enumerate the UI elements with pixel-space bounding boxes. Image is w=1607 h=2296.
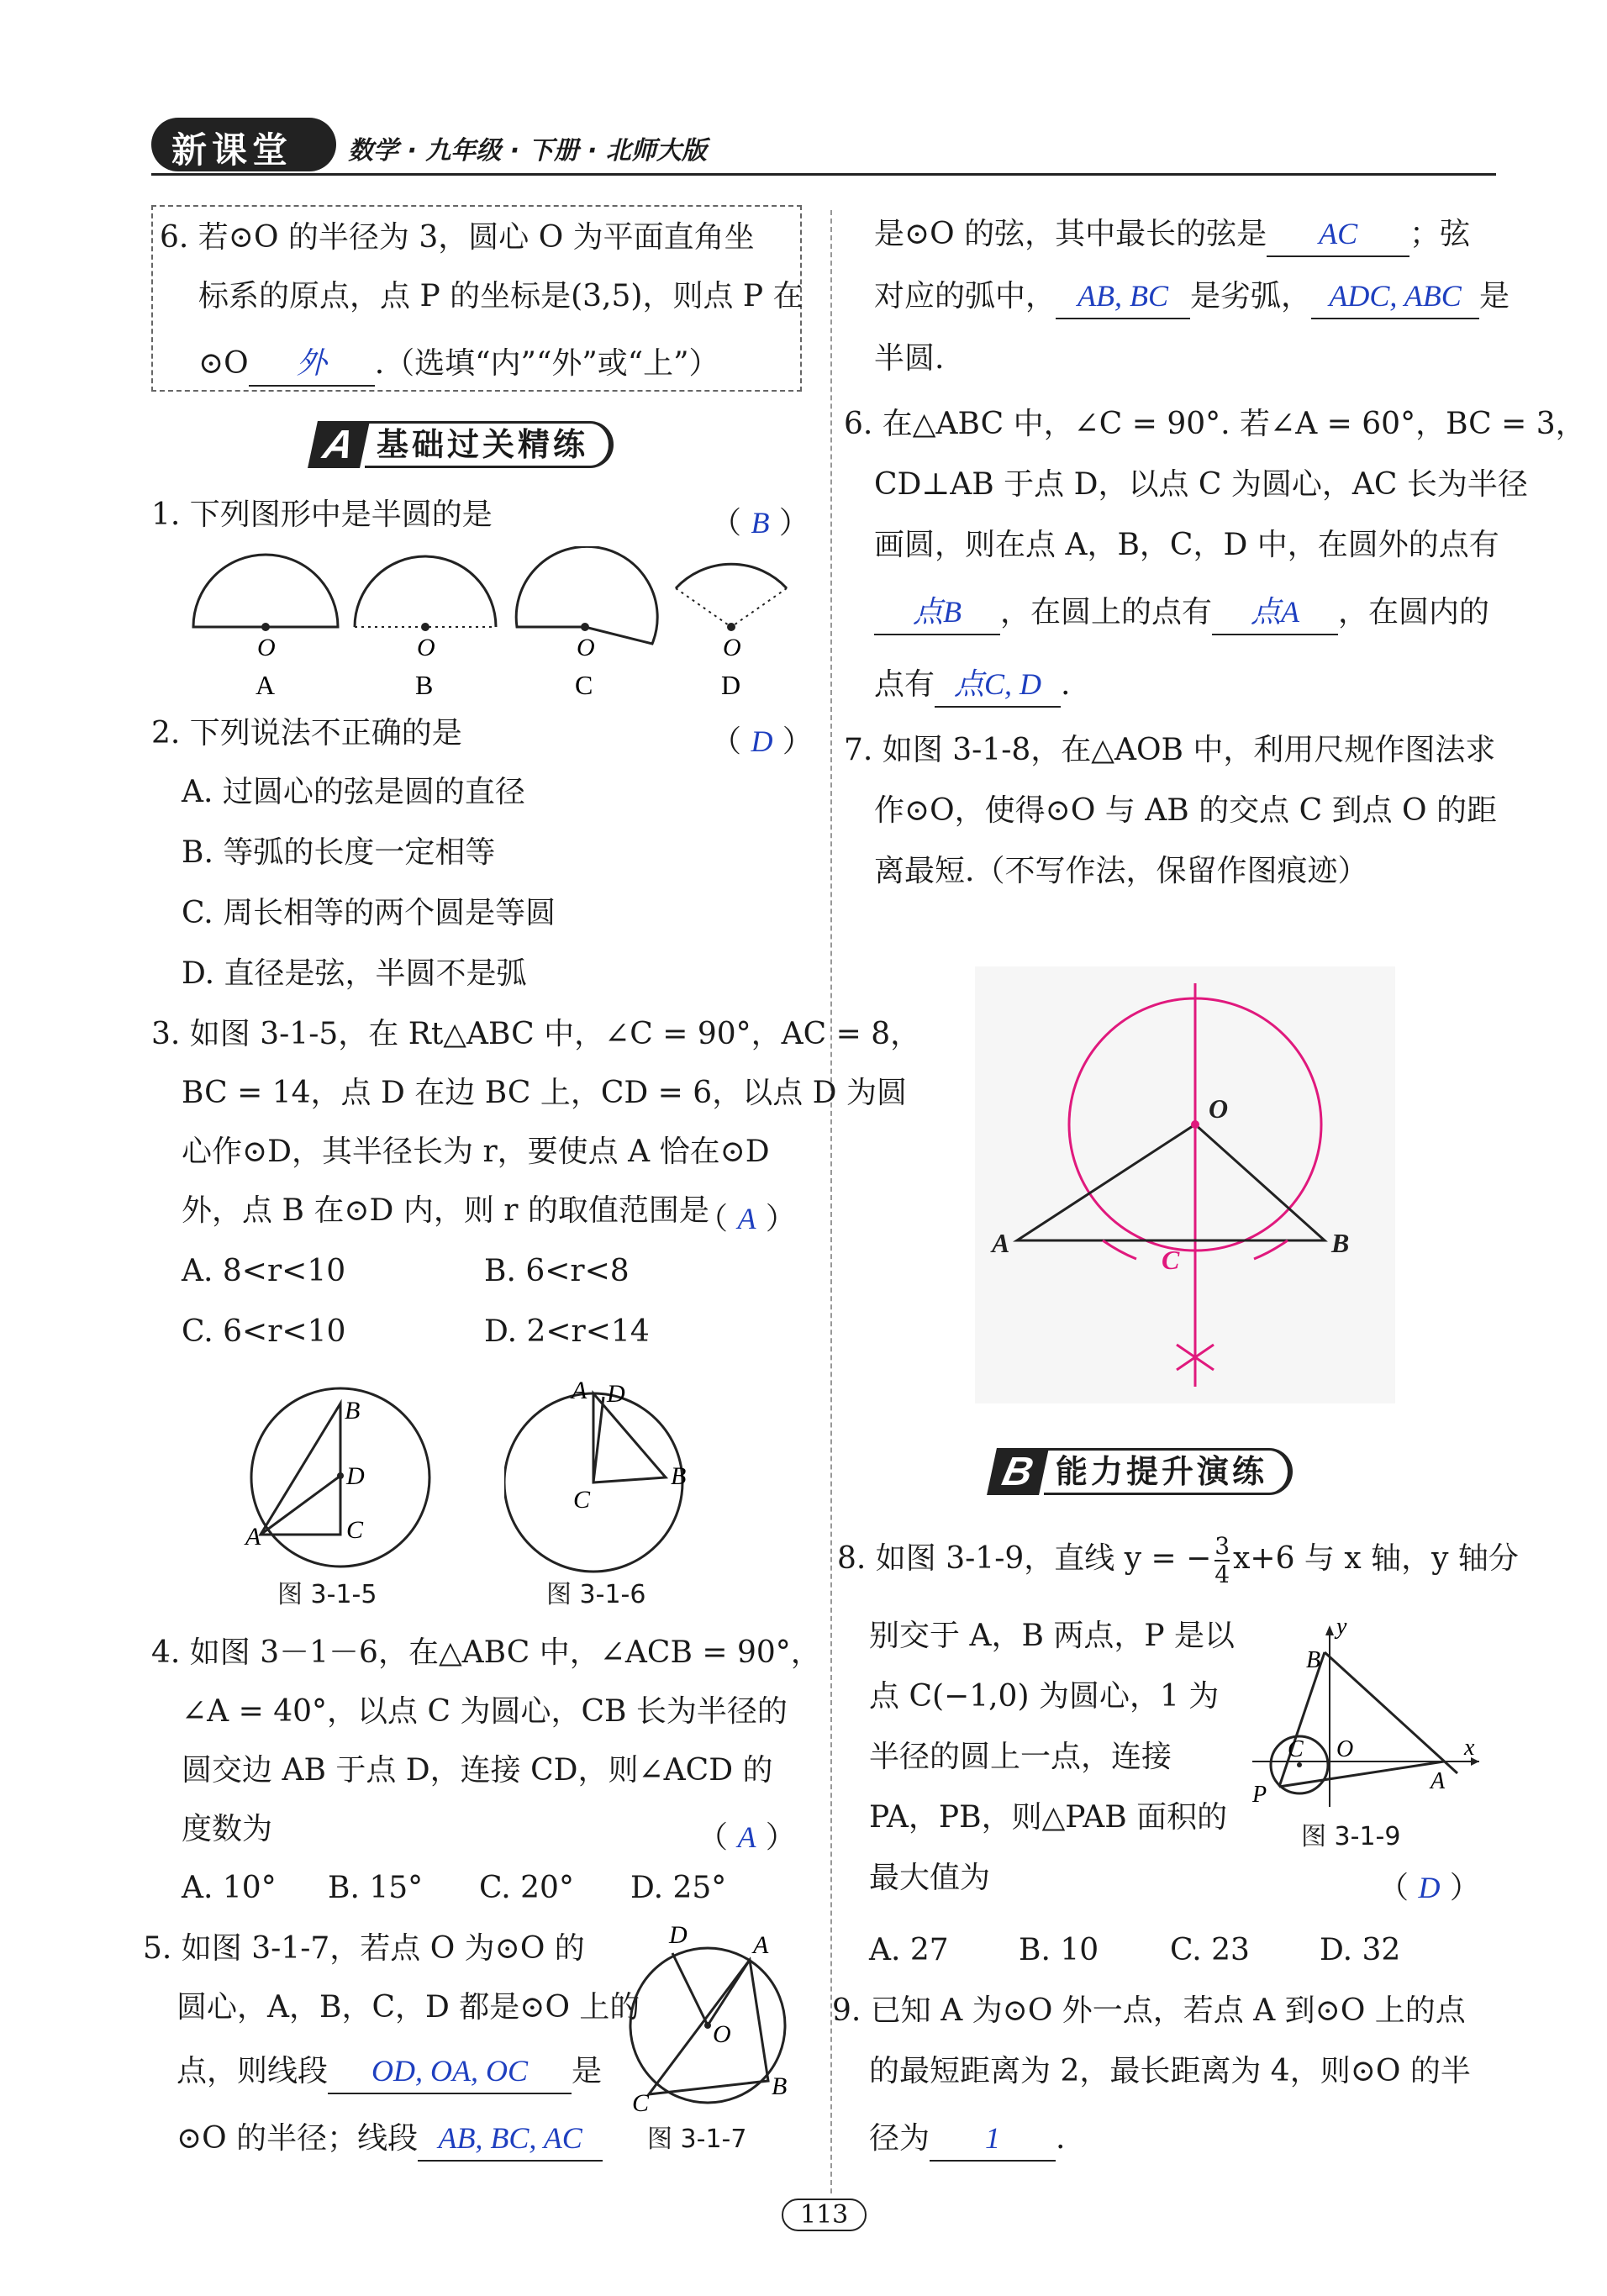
q7-line2: 作⊙O，使得⊙O 与 AB 的交点 C 到点 O 的距 bbox=[874, 793, 1497, 828]
q6-box-line3-pre: ⊙O bbox=[198, 346, 249, 381]
figure-3-1-8 bbox=[975, 966, 1395, 1403]
fig315-label-d: D bbox=[346, 1462, 365, 1490]
q8-option-c: C. 23 bbox=[1170, 1933, 1250, 1967]
q4-option-d: D. 25° bbox=[630, 1871, 727, 1905]
q8-option-a: A. 27 bbox=[869, 1933, 949, 1967]
q5-line6-pre: 对应的弧中， bbox=[874, 279, 1056, 313]
q1-center-a bbox=[261, 623, 270, 631]
fig317-point-o bbox=[704, 2022, 711, 2029]
q4-line3: 圆交边 AB 于点 D，连接 CD，则∠ACD 的 bbox=[182, 1753, 773, 1788]
q8-line1-pre: 8. 如图 3-1-9，直线 y = − bbox=[837, 1541, 1212, 1576]
q5-line5-post: ；弦 bbox=[1409, 217, 1471, 251]
q1-choice-b: B bbox=[415, 670, 434, 700]
fig316-label-a: A bbox=[572, 1378, 587, 1404]
q8-line2: 别交于 A，B 两点，P 是以 bbox=[869, 1619, 1236, 1653]
fig318-label-b: B bbox=[1331, 1228, 1350, 1258]
q4-line1: 4. 如图 3－1－6，在△ABC 中，∠ACB = 90°， bbox=[151, 1635, 821, 1670]
fig318-point-o bbox=[1191, 1120, 1199, 1129]
q1-choice-a: A bbox=[256, 670, 276, 700]
q5-line5-pre: 是⊙O 的弦，其中最长的弦是 bbox=[874, 217, 1267, 251]
q9-answer: 1 bbox=[930, 2116, 1056, 2162]
q8-frac-den: 4 bbox=[1214, 1561, 1230, 1588]
q8-answer-paren: （ D ） bbox=[1378, 1871, 1480, 1905]
q6-answer-out: 点B bbox=[874, 590, 1000, 635]
q8-fraction bbox=[1214, 1533, 1230, 1588]
q3-line4: 外，点 B 在⊙D 内，则 r 的取值范围是 bbox=[182, 1193, 709, 1228]
q2-answer-paren: （ D ） bbox=[711, 724, 813, 759]
q1-stem: 1. 下列图形中是半圆的是 bbox=[151, 498, 493, 532]
q9-line3-post: . bbox=[1056, 2121, 1066, 2156]
figure-3-1-7 bbox=[614, 1916, 798, 2118]
fig317-caption: 图 3-1-7 bbox=[647, 2125, 747, 2154]
q5-answer-chords: AB, BC, AC bbox=[418, 2116, 603, 2162]
q6-answer-in: 点C, D bbox=[935, 662, 1061, 708]
q6-line5 bbox=[874, 656, 1070, 714]
q7-line3: 离最短.（不写作法，保留作图痕迹） bbox=[874, 854, 1368, 888]
section-a-header bbox=[313, 419, 614, 471]
q1-shape-b bbox=[355, 556, 496, 627]
q9-line2: 的最短距离为 2，最长距离为 4，则⊙O 的半 bbox=[869, 2054, 1471, 2088]
q6-line5-pre: 点有 bbox=[874, 667, 935, 702]
fig315-ad bbox=[261, 1476, 340, 1535]
q4-line2: ∠A = 40°，以点 C 为圆心，CB 长为半径的 bbox=[182, 1694, 788, 1729]
q8-line3: 点 C(−1,0) 为圆心，1 为 bbox=[869, 1679, 1220, 1714]
fig315-triangle bbox=[261, 1403, 340, 1535]
q6-box-line2: 标系的原点，点 P 的坐标是(3,5)，则点 P 在 bbox=[198, 279, 804, 313]
q4-option-c: C. 20° bbox=[479, 1871, 574, 1905]
column-divider bbox=[830, 210, 832, 2193]
q8-answer: D bbox=[1418, 1871, 1441, 1904]
q5-line2: 圆心，A，B，C，D 都是⊙O 上的 bbox=[177, 1990, 640, 2025]
q1-choice-d: D bbox=[721, 670, 741, 700]
fig319-label-a: A bbox=[1430, 1768, 1446, 1794]
fig318-bg bbox=[975, 966, 1395, 1403]
fig315-label-b: B bbox=[345, 1397, 361, 1424]
q1-figures bbox=[185, 546, 790, 714]
q1-shape-a bbox=[193, 555, 338, 627]
brand-title: 新课堂 bbox=[171, 129, 293, 171]
q1-shape-d bbox=[676, 564, 787, 588]
q3-option-c: C. 6<r<10 bbox=[182, 1314, 346, 1349]
q3-option-b: B. 6<r<8 bbox=[484, 1254, 630, 1288]
q6-mid2: ，在圆内的 bbox=[1338, 595, 1490, 629]
fig318-label-a: A bbox=[992, 1228, 1010, 1258]
header-subtitle: 数学 · 九年级 · 下册 · 北师大版 bbox=[348, 136, 707, 166]
fig319-label-x: x bbox=[1464, 1735, 1475, 1761]
page-header bbox=[151, 118, 1496, 176]
q5-line6-mid: 是劣弧， bbox=[1190, 279, 1312, 313]
fig317-label-b: B bbox=[772, 2072, 788, 2100]
q6-box-line1: 6. 若⊙O 的半径为 3，圆心 O 为平面直角坐 bbox=[160, 220, 755, 255]
q3-line1: 3. 如图 3-1-5，在 Rt△ABC 中，∠C = 90°，AC = 8， bbox=[151, 1017, 921, 1051]
q1-label-o-d: O bbox=[723, 634, 741, 661]
q5-line5 bbox=[874, 205, 1470, 264]
q5-line3 bbox=[177, 2042, 602, 2101]
section-b-title: 能力提升演练 bbox=[1044, 1448, 1293, 1495]
fig317-label-d: D bbox=[669, 1921, 688, 1949]
q9-line3 bbox=[869, 2109, 1065, 2168]
q1-answer-paren: （ B ） bbox=[711, 506, 809, 540]
page-number: 113 bbox=[782, 2199, 867, 2231]
q3-line3: 心作⊙D，其半径长为 r，要使点 A 恰在⊙D bbox=[182, 1135, 770, 1169]
q4-option-a: A. 10° bbox=[182, 1871, 277, 1905]
q6-box-line3-post: .（选填“内”“外”或“上”） bbox=[374, 346, 719, 381]
q8-line6: 最大值为 bbox=[869, 1861, 991, 1895]
figure-3-1-6 bbox=[504, 1378, 706, 1580]
q4-line4: 度数为 bbox=[182, 1812, 273, 1846]
q1-label-o-a: O bbox=[257, 634, 276, 661]
q8-frac-num: 3 bbox=[1214, 1532, 1230, 1560]
header-rule bbox=[151, 173, 1496, 176]
fig319-label-b: B bbox=[1306, 1647, 1321, 1673]
fig319-point-c bbox=[1297, 1762, 1302, 1767]
q6-line5-post: . bbox=[1061, 667, 1071, 702]
q1-dotted-d2 bbox=[731, 588, 787, 627]
q2-stem: 2. 下列说法不正确的是 bbox=[151, 716, 462, 750]
q3-answer: A bbox=[737, 1202, 756, 1235]
q6-box-line3 bbox=[198, 334, 719, 393]
q7-line1: 7. 如图 3-1-8，在△AOB 中，利用尺规作图法求 bbox=[844, 733, 1496, 767]
q9-line3-pre: 径为 bbox=[869, 2121, 930, 2156]
q6-box-answer: 外 bbox=[249, 341, 375, 387]
q5-answer-minor: AB, BC bbox=[1056, 274, 1190, 319]
fig316-label-d: D bbox=[607, 1380, 625, 1408]
q5-line1: 5. 如图 3-1-7，若点 O 为⊙O 的 bbox=[143, 1931, 585, 1966]
q8-line5: PA，PB，则△PAB 面积的 bbox=[869, 1800, 1228, 1835]
q3-option-d: D. 2<r<14 bbox=[484, 1314, 650, 1349]
q8-option-b: B. 10 bbox=[1019, 1933, 1099, 1967]
fig316-label-c: C bbox=[573, 1486, 591, 1514]
fig318-label-o: O bbox=[1209, 1093, 1229, 1124]
q6-mid1: ，在圆上的点有 bbox=[1000, 595, 1213, 629]
figure-3-1-5 bbox=[235, 1387, 437, 1580]
figure-3-1-9 bbox=[1236, 1614, 1488, 1815]
q5-line3-pre: 点，则线段 bbox=[177, 2054, 329, 2088]
fig315-label-a: A bbox=[245, 1523, 261, 1551]
q1-label-o-c: O bbox=[577, 634, 595, 661]
fig315-caption: 图 3-1-5 bbox=[277, 1580, 377, 1609]
q1-answer: B bbox=[751, 506, 770, 540]
q2-option-c: C. 周长相等的两个圆是等圆 bbox=[182, 896, 556, 930]
q8-line1 bbox=[837, 1530, 1519, 1588]
fig319-label-c: C bbox=[1288, 1736, 1304, 1762]
q1-label-o-b: O bbox=[417, 634, 435, 661]
q5-line6 bbox=[874, 267, 1510, 326]
fig316-triangle bbox=[593, 1393, 666, 1482]
q4-answer: A bbox=[737, 1820, 756, 1854]
section-b-header bbox=[992, 1446, 1293, 1498]
q6-line4 bbox=[874, 583, 1489, 642]
q3-answer-paren: （ A ） bbox=[698, 1202, 796, 1236]
fig317-label-o: O bbox=[713, 2020, 731, 2048]
fig316-label-b: B bbox=[671, 1462, 687, 1490]
q5-answer-radius: OD, OA, OC bbox=[328, 2049, 572, 2094]
q5-line3-post: 是 bbox=[572, 2054, 603, 2088]
fig317-oa bbox=[708, 1960, 750, 2025]
section-b-badge: B bbox=[987, 1448, 1049, 1495]
fig316-cd bbox=[593, 1397, 603, 1482]
q5-line7: 半圆. bbox=[874, 341, 945, 376]
fig317-od bbox=[672, 1953, 708, 2025]
fig315-point-d bbox=[337, 1472, 344, 1479]
section-a-badge: A bbox=[308, 421, 370, 468]
q2-answer: D bbox=[751, 724, 773, 758]
q1-choice-c: C bbox=[575, 670, 593, 700]
fig319-label-y: y bbox=[1336, 1614, 1347, 1640]
q5-line6-post: 是 bbox=[1479, 279, 1510, 313]
q2-option-d: D. 直径是弦，半圆不是弧 bbox=[182, 956, 527, 991]
fig319-pa bbox=[1279, 1761, 1444, 1787]
q3-line2: BC = 14，点 D 在边 BC 上，CD = 6，以点 D 为圆 bbox=[182, 1076, 907, 1110]
q1-center-c bbox=[581, 623, 589, 631]
q5-line4 bbox=[177, 2109, 603, 2168]
fig317-label-a: A bbox=[753, 1931, 769, 1959]
q1-center-d bbox=[727, 623, 735, 631]
fig316-caption: 图 3-1-6 bbox=[546, 1580, 646, 1609]
fig319-y-arrow bbox=[1325, 1625, 1334, 1635]
fig315-label-c: C bbox=[346, 1516, 364, 1544]
q5-answer-longest: AC bbox=[1267, 212, 1409, 257]
q2-option-a: A. 过圆心的弦是圆的直径 bbox=[182, 775, 525, 809]
fig319-caption: 图 3-1-9 bbox=[1301, 1822, 1401, 1851]
q6-line3: 画圆，则在点 A，B，C，D 中，在圆外的点有 bbox=[874, 528, 1499, 562]
q1-dotted-d1 bbox=[676, 588, 731, 627]
q5-line4-pre: ⊙O 的半径；线段 bbox=[177, 2121, 419, 2156]
fig318-label-c: C bbox=[1162, 1245, 1180, 1275]
q8-line4: 半径的圆上一点，连接 bbox=[869, 1740, 1172, 1774]
q9-line1: 9. 已知 A 为⊙O 外一点，若点 A 到⊙O 上的点 bbox=[832, 1993, 1466, 2028]
q5-answer-major: ADC, ABC bbox=[1311, 274, 1479, 319]
q6-line2: CD⊥AB 于点 D，以点 C 为圆心，AC 长为半径 bbox=[874, 467, 1528, 502]
section-a-title: 基础过关精练 bbox=[365, 421, 614, 468]
q8-option-d: D. 32 bbox=[1320, 1933, 1401, 1967]
q2-option-b: B. 等弧的长度一定相等 bbox=[182, 835, 496, 870]
q1-center-b bbox=[421, 623, 429, 631]
q4-answer-paren: （ A ） bbox=[698, 1820, 796, 1855]
q8-line1-post: x+6 与 x 轴，y 轴分 bbox=[1233, 1541, 1519, 1576]
q4-option-b: B. 15° bbox=[328, 1871, 424, 1905]
fig319-label-o: O bbox=[1336, 1736, 1354, 1762]
q3-option-a: A. 8<r<10 bbox=[182, 1254, 346, 1288]
q6-line1: 6. 在△ABC 中，∠C = 90°. 若∠A = 60°，BC = 3， bbox=[844, 407, 1586, 441]
fig317-label-c: C bbox=[632, 2089, 650, 2117]
q6-answer-on: 点A bbox=[1212, 590, 1338, 635]
fig319-label-p: P bbox=[1252, 1782, 1267, 1808]
